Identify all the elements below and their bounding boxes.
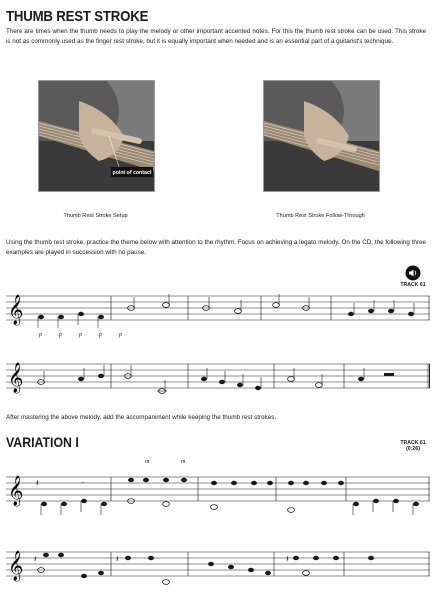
svg-text:𝄽: 𝄽 [286,555,289,565]
music-staff-1 [6,290,430,340]
fingering-p: p [79,332,82,338]
fingering-p: p [119,332,122,338]
fingering-p: p [39,332,42,338]
track-badge [398,265,428,288]
treble-clef-icon: 𝄞 [8,295,24,325]
photo-setup [38,80,155,192]
svg-text:𝄽: 𝄽 [36,479,39,489]
fingering-p: p [59,332,62,338]
page-title: THUMB REST STROKE [6,8,149,25]
variation-track-time: (0:26) [406,446,420,452]
variation-title: VARIATION I [6,434,79,450]
music-staff-3 [6,455,430,535]
point-of-contact-label: point of contact [112,170,152,176]
half-rest [384,373,394,376]
treble-clef-icon: 𝄞 [8,476,24,506]
photo-caption-setup: Thumb Rest Stroke Setup [63,213,128,219]
music-staff-4 [6,540,430,598]
svg-text:𝄽: 𝄽 [34,555,37,565]
variation-track-label: TRACK 61 [400,440,426,446]
variation-track-badge [398,440,428,452]
practice-paragraph: Using the thumb rest stroke, practice the theme below with attention to the rhythm. Focus on achieving a legato melody. On the CD, the following three examples are played in succession with no pause. [6,239,426,256]
intro-paragraph: There are times when the thumb needs to play the melody or other important accented notes. For this the thumb rest stroke can be used. This stroke is not as commonly used as the finger rest stroke, but it is equally important when needed and is an essential part of a guitarist's technique. [6,28,426,45]
fingering-p: p [99,332,102,338]
after-paragraph: After mastering the above melody, add the accompaniment while keeping the thumb rest strokes. [6,414,277,421]
svg-text:𝄼: 𝄼 [81,479,85,489]
fingering-m: m [145,459,150,465]
svg-text:𝄽: 𝄽 [116,555,119,565]
fingering-m: m [181,459,186,465]
photo-caption-follow-through: Thumb Rest Stroke Follow-Through [276,213,365,219]
treble-clef-icon: 𝄞 [8,551,24,581]
music-staff-2 [6,358,430,398]
cd-audio-icon [405,265,421,281]
photo-follow-through [263,80,380,192]
track-label: TRACK 61 [400,282,426,288]
treble-clef-icon: 𝄞 [8,363,24,393]
